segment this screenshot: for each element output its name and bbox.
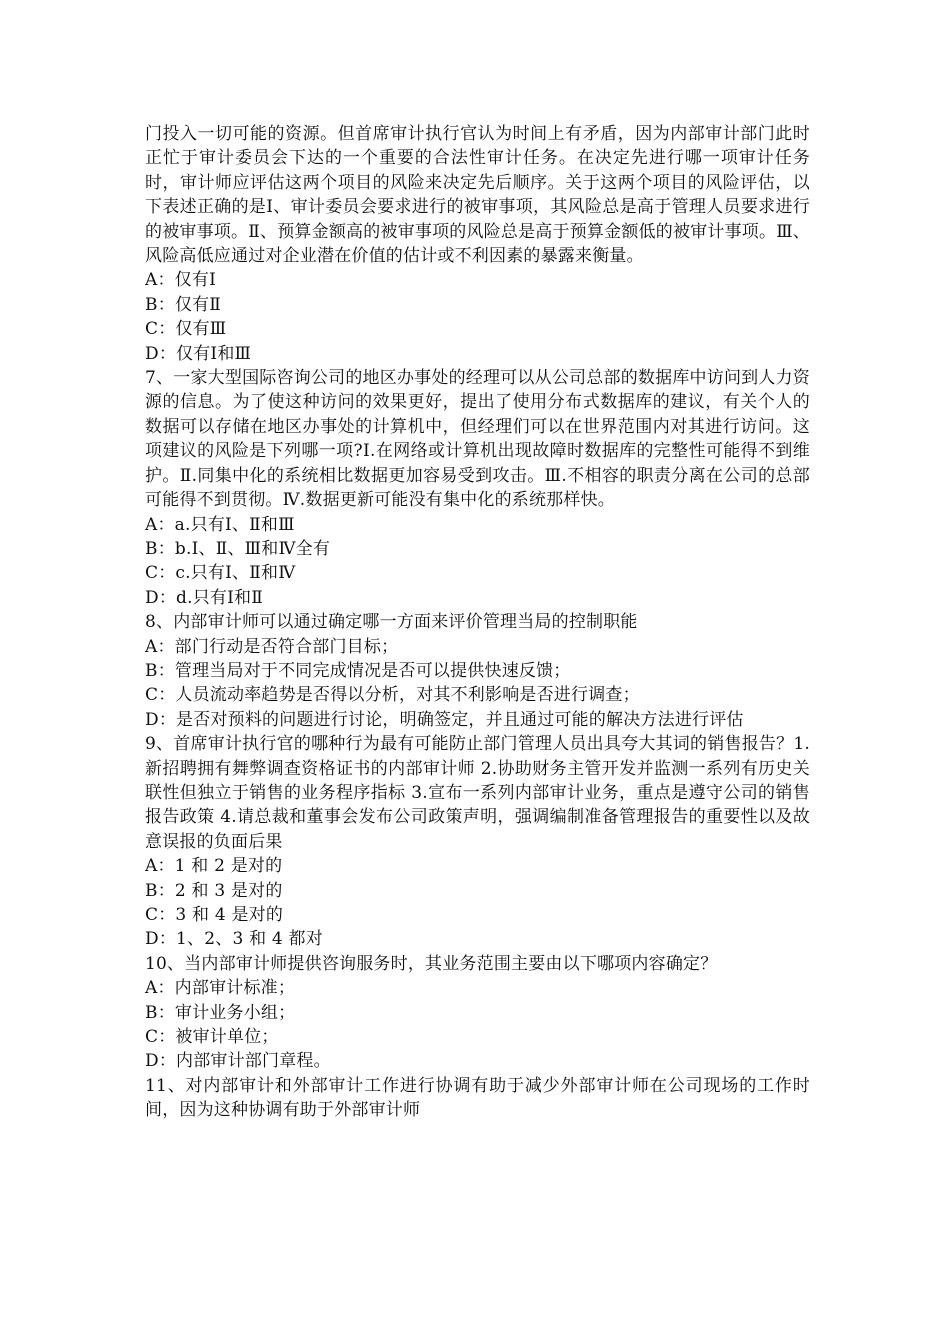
question-8-stem: 8、内部审计师可以通过确定哪一方面来评价管理当局的控制职能 [145,612,638,633]
question-8-option-c: C：人员流动率趋势是否得以分析，对其不利影响是否进行调查； [145,685,640,706]
question-6-option-a: A：仅有Ⅰ [145,270,216,291]
question-6-option-b: B：仅有Ⅱ [145,294,222,315]
question-9-option-c: C：3 和 4 是对的 [145,905,284,925]
question-10-option-b: B：审计业务小组； [145,1002,296,1023]
document-page [145,122,816,1123]
question-7-option-a: A：a.只有Ⅰ、Ⅱ和Ⅲ [145,514,295,535]
question-9-option-a: A：1 和 2 是对的 [145,856,283,877]
question-9-stem: 9、首席审计执行官的哪种行为最有可能防止部门管理人员出具夸大其词的销售报告？1. 新招聘拥有舞弊调查资格证书的内部审计师 2.协助财务主管开发并监测一系列有历史关联性但独立于销售的业务程序指标 3.宣布一系列内部审计业务，重点是遵守公司的销售报告政策 4.请总裁和董事会发布公司政策声明，强调编制准备管理报告的重要性以及故意误报的负面后果 [145,734,816,852]
question-10-option-d: D：内部审计部门章程。 [145,1051,331,1072]
question-10-stem: 10、当内部审计师提供咨询服务时，其业务范围主要由以下哪项内容确定？ [145,953,718,974]
question-10-option-c: C：被审计单位； [145,1027,279,1048]
question-7-stem: 7、一家大型国际咨询公司的地区办事处的经理可以从公司总部的数据库中访问到人力资源的信息。为了使这种访问的效果更好，提出了使用分布式数据库的建议，有关个人的数据可以存储在地区办事处的计算机中，但经理们可以在世界范围内对其进行访问。这项建议的风险是下列哪一项?Ⅰ.在网络或计算机出现故障时数据库的完整性可能得不到维护。Ⅱ.同集中化的系统相比数据更加容易受到攻击。Ⅲ.不相容的职责分离在公司的总部可能得不到贯彻。Ⅳ.数据更新可能没有集中化的系统那样快。 [145,368,810,511]
question-7-option-d: D：d.只有Ⅰ和Ⅱ [145,587,263,608]
question-7-option-c: C：c.只有Ⅰ、Ⅱ和Ⅳ [145,563,296,584]
question-6-stem: 门投入一切可能的资源。但首席审计执行官认为时间上有矛盾，因为内部审计部门此时正忙于审计委员会下达的一个重要的合法性审计任务。在决定先进行哪一项审计任务时，审计师应评估这两个项目的风险来决定先后顺序。关于这两个项目的风险评估，以下表述正确的是Ⅰ、审计委员会要求进行的被审事项，其风险总是高于管理人员要求进行的被审事项。Ⅱ、预算金额高的被审事项的风险总是高于预算金额低的被审计事项。Ⅲ、风险高低应通过对企业潜在价值的估计或不利因素的暴露来衡量。 [145,124,810,267]
question-9-option-b: B：2 和 3 是对的 [145,880,283,901]
question-11-stem: 11、对内部审计和外部审计工作进行协调有助于减少外部审计师在公司现场的工作时间，因为这种协调有助于外部审计师 [145,1075,810,1121]
question-9-option-d: D：1、2、3 和 4 都对 [145,929,323,950]
question-7-option-b: B：b.Ⅰ、Ⅱ、Ⅲ和Ⅳ全有 [145,538,331,559]
question-8-option-b: B：管理当局对于不同完成情况是否可以提供快速反馈； [145,660,571,681]
question-6-option-c: C：仅有Ⅲ [145,319,227,340]
question-6-option-d: D：仅有Ⅰ和Ⅲ [145,343,252,364]
question-8-option-a: A：部门行动是否符合部门目标； [145,636,399,657]
question-8-option-d: D：是否对预料的问题进行讨论，明确签定，并且通过可能的解决方法进行评估 [145,709,744,730]
question-10-option-a: A：内部审计标准； [145,978,296,999]
